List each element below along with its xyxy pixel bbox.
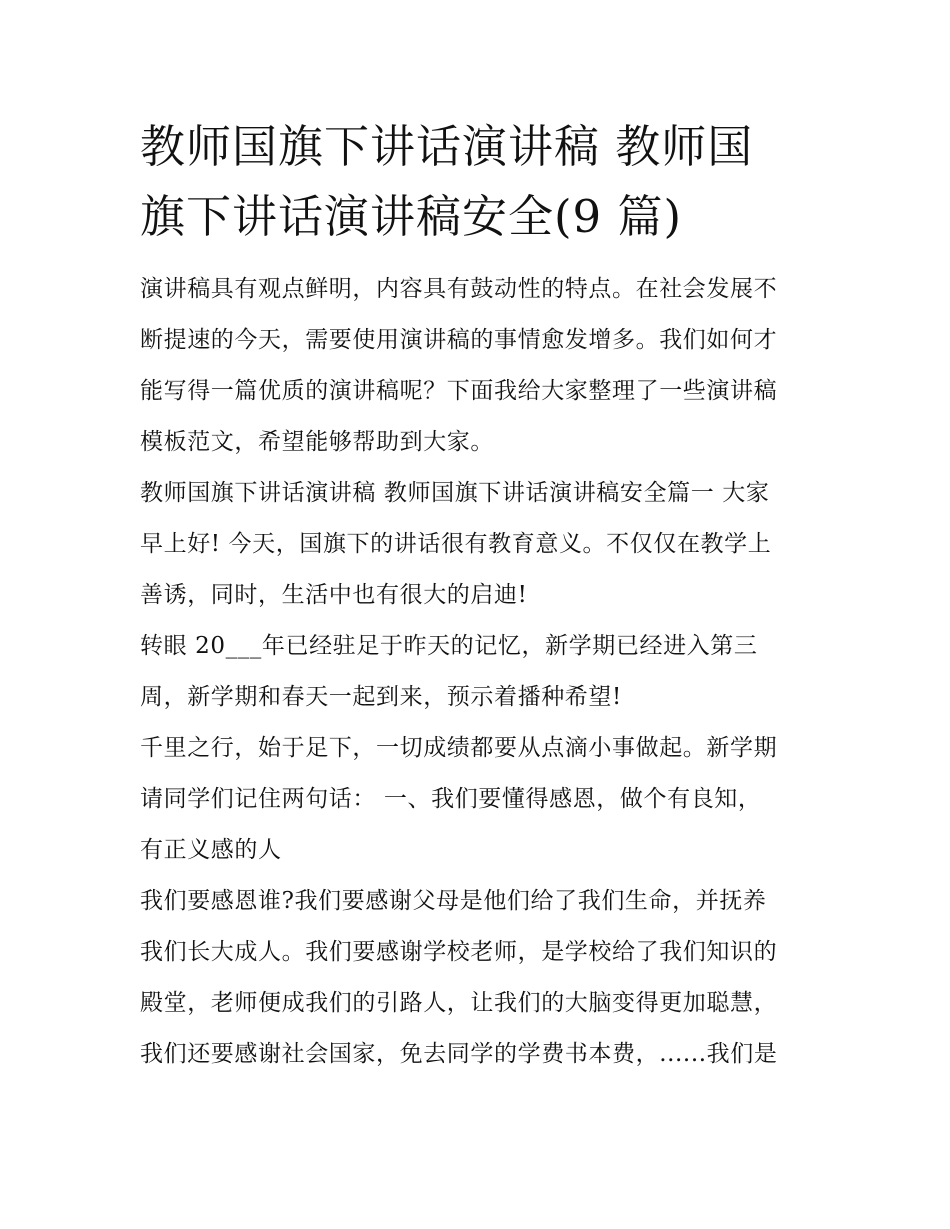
title-line: 旗下讲话演讲稿安全(9 篇) [140, 190, 683, 243]
text-line: 我们长大成人。我们要感谢学校老师，是学校给了我们知识的 [140, 939, 778, 965]
text-line: 断提速的今天，需要使用演讲稿的事情愈发增多。我们如何才 [140, 327, 778, 353]
text-line: 我们要感恩谁?我们要感谢父母是他们给了我们生命，并抚养 [140, 888, 767, 914]
text-line: 请同学们记住两句话： 一、我们要懂得感恩，做个有良知， [140, 786, 762, 812]
paragraph-gratitude [140, 876, 820, 1080]
text-line: 千里之行，始于足下，一切成绩都要从点滴小事做起。新学期 [140, 735, 778, 761]
paragraph-intro [140, 264, 820, 468]
text-line: 模板范文，希望能够帮助到大家。 [140, 429, 494, 455]
text-line: 善诱，同时，生活中也有很大的启迪! [140, 582, 528, 608]
text-line: 早上好! 今天，国旗下的讲话很有教育意义。不仅仅在教学上 [140, 531, 772, 557]
document-title [140, 112, 810, 252]
text-line: 殿堂，老师便成我们的引路人，让我们的大脑变得更加聪慧， [140, 990, 778, 1016]
text-line: 教师国旗下讲话演讲稿 教师国旗下讲话演讲稿安全篇一 大家 [140, 480, 770, 506]
paragraph-greeting [140, 468, 820, 621]
document-body [140, 264, 820, 1080]
text-line: 有正义感的人 [140, 837, 282, 863]
document-content [140, 112, 820, 1080]
text-line: 能写得一篇优质的演讲稿呢？下面我给大家整理了一些演讲稿 [140, 378, 778, 404]
paragraph-new-term [140, 621, 820, 723]
paragraph-journey [140, 723, 820, 876]
text-line: 周，新学期和春天一起到来，预示着播种希望! [140, 684, 622, 710]
title-line: 教师国旗下讲话演讲稿 教师国 [140, 120, 754, 173]
text-line: 转眼 20___年已经驻足于昨天的记忆，新学期已经进入第三 [140, 633, 758, 659]
text-line: 演讲稿具有观点鲜明，内容具有鼓动性的特点。在社会发展不 [140, 276, 778, 302]
text-line: 我们还要感谢社会国家，免去同学的学费书本费，......我们是 [140, 1041, 778, 1067]
